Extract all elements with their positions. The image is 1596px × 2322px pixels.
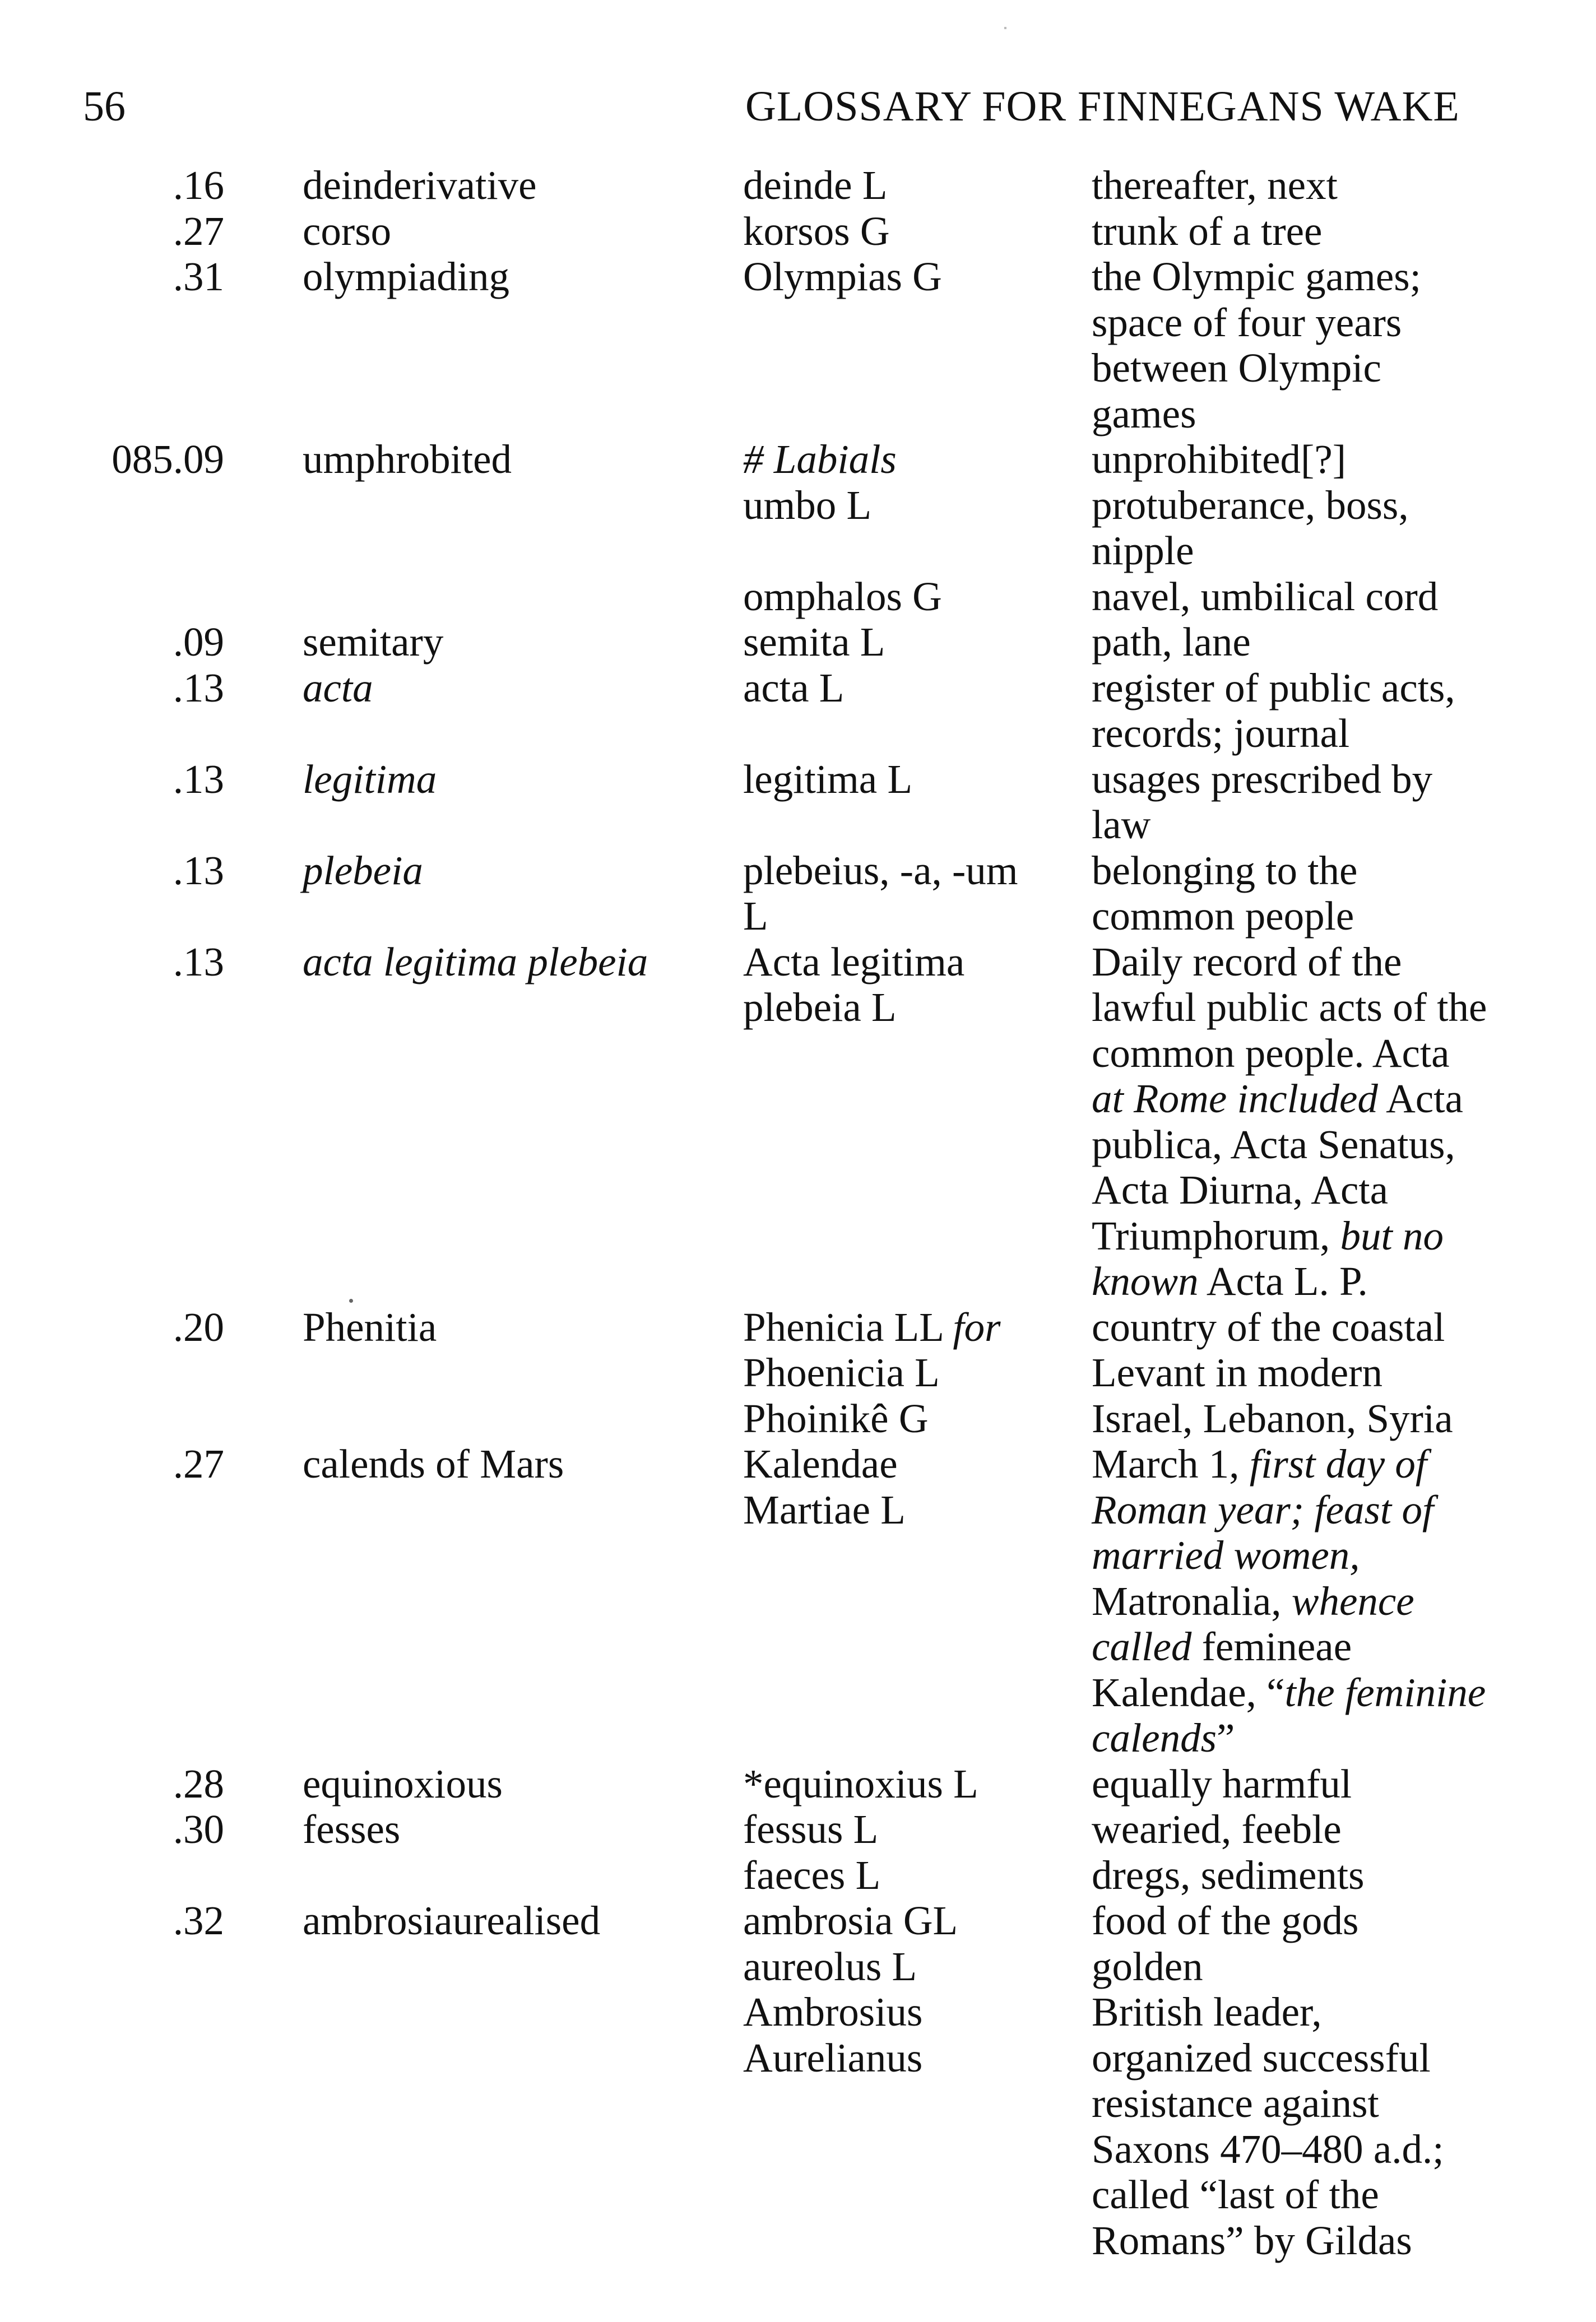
glossary-entry	[0, 1898, 1596, 2263]
entry-source	[743, 665, 1074, 756]
entry-definition	[1092, 1898, 1557, 2263]
entry-reference: .13	[173, 756, 224, 802]
entry-source	[743, 619, 1074, 665]
italic-phrase: married women,	[1092, 1532, 1360, 1578]
definition-line: common people. Acta	[1092, 1030, 1450, 1076]
definition-line: trunk of a tree	[1092, 208, 1323, 254]
glossary-entry	[0, 1441, 1596, 1761]
definition-line: register of public acts,	[1092, 665, 1455, 710]
entry-source	[743, 436, 1074, 619]
entry-reference: .13	[173, 847, 224, 893]
entry-source	[743, 756, 1074, 848]
running-title: GLOSSARY FOR FINNEGANS WAKE	[745, 83, 1460, 130]
definition-line: Israel, Lebanon, Syria	[1092, 1395, 1453, 1441]
definition-line: equally harmful	[1092, 1761, 1352, 1806]
source-line: Olympias G	[743, 254, 942, 299]
italic-phrase: calends	[1092, 1715, 1217, 1761]
glossary-entry	[0, 848, 1596, 939]
entry-reference: .20	[173, 1304, 224, 1350]
definition-line: Romans” by Gildas	[1092, 2217, 1412, 2263]
definition-line: space of four years	[1092, 299, 1402, 345]
definition-line: calends”	[1092, 1715, 1235, 1761]
entry-word: semitary	[303, 619, 444, 665]
definition-line: British leader,	[1092, 1989, 1322, 2035]
definition-line: records; journal	[1092, 710, 1350, 756]
source-line: semita L	[743, 619, 885, 665]
entry-reference: .31	[173, 254, 224, 299]
print-dot	[349, 1299, 353, 1303]
glossary-entry	[0, 756, 1596, 848]
entry-reference: .09	[173, 619, 224, 665]
entry-reference: .27	[173, 208, 224, 254]
definition-line: common people	[1092, 893, 1354, 939]
definition-line: country of the coastal	[1092, 1304, 1445, 1350]
source-line: fessus L	[743, 1806, 879, 1852]
definition-line	[1092, 1532, 1557, 1578]
source-line: acta L	[743, 665, 845, 710]
entry-reference: .28	[173, 1761, 224, 1806]
source-line: # Labials	[743, 436, 897, 482]
source-line: legitima L	[743, 756, 913, 802]
italic-phrase: Roman year; feast of	[1092, 1487, 1434, 1532]
entry-source	[743, 939, 1074, 1304]
italic-phrase: at Rome included	[1092, 1076, 1378, 1121]
entry-source	[743, 1898, 1074, 2263]
italic-phrase: the feminine	[1284, 1669, 1486, 1715]
glossary-entry	[0, 254, 1596, 436]
definition-line: Kalendae, “the feminine	[1092, 1669, 1486, 1715]
entry-reference: 085.09	[112, 436, 224, 482]
glossary-entry	[0, 162, 1596, 208]
definition-line: usages prescribed by	[1092, 756, 1433, 802]
entry-source	[743, 1761, 1074, 1807]
scan-speck	[1004, 27, 1006, 29]
definition-line: Levant in modern	[1092, 1350, 1382, 1395]
source-line: umbo L	[743, 482, 872, 528]
entry-definition	[1092, 1441, 1557, 1761]
source-line: Ambrosius	[743, 1989, 923, 2035]
definition-line: golden	[1092, 1943, 1203, 1989]
entry-reference: .16	[173, 162, 224, 208]
glossary-entry	[0, 436, 1596, 619]
definition-line: known Acta L. P.	[1092, 1258, 1368, 1304]
definition-line: between Olympic	[1092, 345, 1381, 391]
definition-line: navel, umbilical cord	[1092, 573, 1439, 619]
entry-definition	[1092, 939, 1557, 1304]
entry-reference: .13	[173, 939, 224, 984]
source-line: plebeia L	[743, 984, 897, 1030]
glossary-entry	[0, 1304, 1596, 1442]
entry-word: plebeia	[303, 847, 423, 893]
definition-line: law	[1092, 802, 1151, 847]
source-line: Phoenicia L	[743, 1350, 940, 1395]
glossary-entry	[0, 939, 1596, 1304]
entry-word: Phenitia	[303, 1304, 437, 1350]
source-line: ambrosia GL	[743, 1898, 958, 1943]
source-line: Martiae L	[743, 1487, 906, 1532]
source-line: omphalos G	[743, 573, 942, 619]
source-line: L	[743, 893, 768, 939]
entry-word: equinoxious	[303, 1761, 503, 1806]
entry-word: umphrobited	[303, 436, 512, 482]
source-line: Aurelianus	[743, 2035, 923, 2080]
italic-phrase: first day of	[1249, 1441, 1427, 1487]
entry-definition	[1092, 619, 1557, 665]
glossary-entries	[0, 162, 1596, 2263]
definition-line: Acta Diurna, Acta	[1092, 1167, 1389, 1213]
entry-word: ambrosiaurealised	[303, 1898, 601, 1943]
source-line	[743, 528, 1074, 574]
entry-source	[743, 1441, 1074, 1761]
source-line: *equinoxius L	[743, 1761, 978, 1806]
source-line: Phenicia LL for	[743, 1304, 1001, 1350]
entry-source	[743, 1806, 1074, 1898]
entry-definition	[1092, 1304, 1557, 1442]
definition-line: Saxons 470–480 a.d.;	[1092, 2126, 1444, 2172]
entry-word: fesses	[303, 1806, 401, 1852]
entry-source	[743, 208, 1074, 254]
definition-line: protuberance, boss,	[1092, 482, 1409, 528]
entry-word: acta legitima plebeia	[303, 939, 648, 984]
italic-phrase: but no	[1340, 1213, 1444, 1258]
entry-reference: .13	[173, 665, 224, 710]
definition-line: thereafter, next	[1092, 162, 1338, 208]
entry-source	[743, 162, 1074, 208]
definition-line: called femineae	[1092, 1624, 1352, 1669]
entry-definition	[1092, 208, 1557, 254]
glossary-entry	[0, 665, 1596, 756]
entry-source	[743, 254, 1074, 436]
entry-word: acta	[303, 665, 373, 710]
glossary-entry	[0, 1761, 1596, 1807]
entry-definition	[1092, 1761, 1557, 1807]
definition-line: wearied, feeble	[1092, 1806, 1342, 1852]
source-line: Phoinikê G	[743, 1395, 929, 1441]
definition-line: games	[1092, 391, 1196, 436]
glossary-entry	[0, 208, 1596, 254]
definition-line: called “last of the	[1092, 2172, 1379, 2217]
italic-phrase: whence	[1291, 1578, 1414, 1624]
entry-definition	[1092, 665, 1557, 756]
source-line: korsos G	[743, 208, 890, 254]
italic-phrase: called	[1092, 1624, 1192, 1669]
source-line: faeces L	[743, 1852, 881, 1898]
italic-phrase: for	[953, 1304, 1001, 1350]
entry-definition	[1092, 1806, 1557, 1898]
definition-line: dregs, sediments	[1092, 1852, 1365, 1898]
definition-line: at Rome included Acta	[1092, 1076, 1463, 1121]
definition-line	[1092, 1487, 1557, 1533]
entry-source	[743, 848, 1074, 939]
entry-word: legitima	[303, 756, 437, 802]
definition-line: publica, Acta Senatus,	[1092, 1121, 1455, 1167]
entry-definition	[1092, 848, 1557, 939]
entry-reference: .27	[173, 1441, 224, 1487]
entry-reference: .32	[173, 1898, 224, 1943]
definition-line: path, lane	[1092, 619, 1251, 665]
definition-line: March 1, first day of	[1092, 1441, 1427, 1487]
definition-line: resistance against	[1092, 2080, 1379, 2126]
definition-line: lawful public acts of the	[1092, 984, 1487, 1030]
definition-line: unprohibited[?]	[1092, 436, 1347, 482]
entry-word: corso	[303, 208, 392, 254]
source-line: plebeius, -a, -um	[743, 847, 1018, 893]
source-line: deinde L	[743, 162, 888, 208]
page-number: 56	[83, 83, 126, 130]
entry-definition	[1092, 254, 1557, 436]
glossary-entry	[0, 619, 1596, 665]
source-line: Acta legitima	[743, 939, 965, 984]
entry-word: olympiading	[303, 254, 510, 299]
source-line: aureolus L	[743, 1943, 917, 1989]
definition-line: organized successful	[1092, 2035, 1431, 2080]
definition-line: Daily record of the	[1092, 939, 1402, 984]
definition-line: Triumphorum, but no	[1092, 1213, 1444, 1258]
definition-line: the Olympic games;	[1092, 254, 1421, 299]
entry-source	[743, 1304, 1074, 1442]
entry-reference: .30	[173, 1806, 224, 1852]
definition-line: food of the gods	[1092, 1898, 1359, 1943]
definition-line: nipple	[1092, 528, 1194, 573]
entry-definition	[1092, 162, 1557, 208]
italic-phrase: known	[1092, 1258, 1199, 1304]
glossary-entry	[0, 1806, 1596, 1898]
definition-line: Matronalia, whence	[1092, 1578, 1414, 1624]
entry-word: calends of Mars	[303, 1441, 564, 1487]
entry-word: deinderivative	[303, 162, 537, 208]
source-line: Kalendae	[743, 1441, 898, 1487]
entry-definition	[1092, 436, 1557, 619]
definition-line: belonging to the	[1092, 847, 1358, 893]
entry-definition	[1092, 756, 1557, 848]
